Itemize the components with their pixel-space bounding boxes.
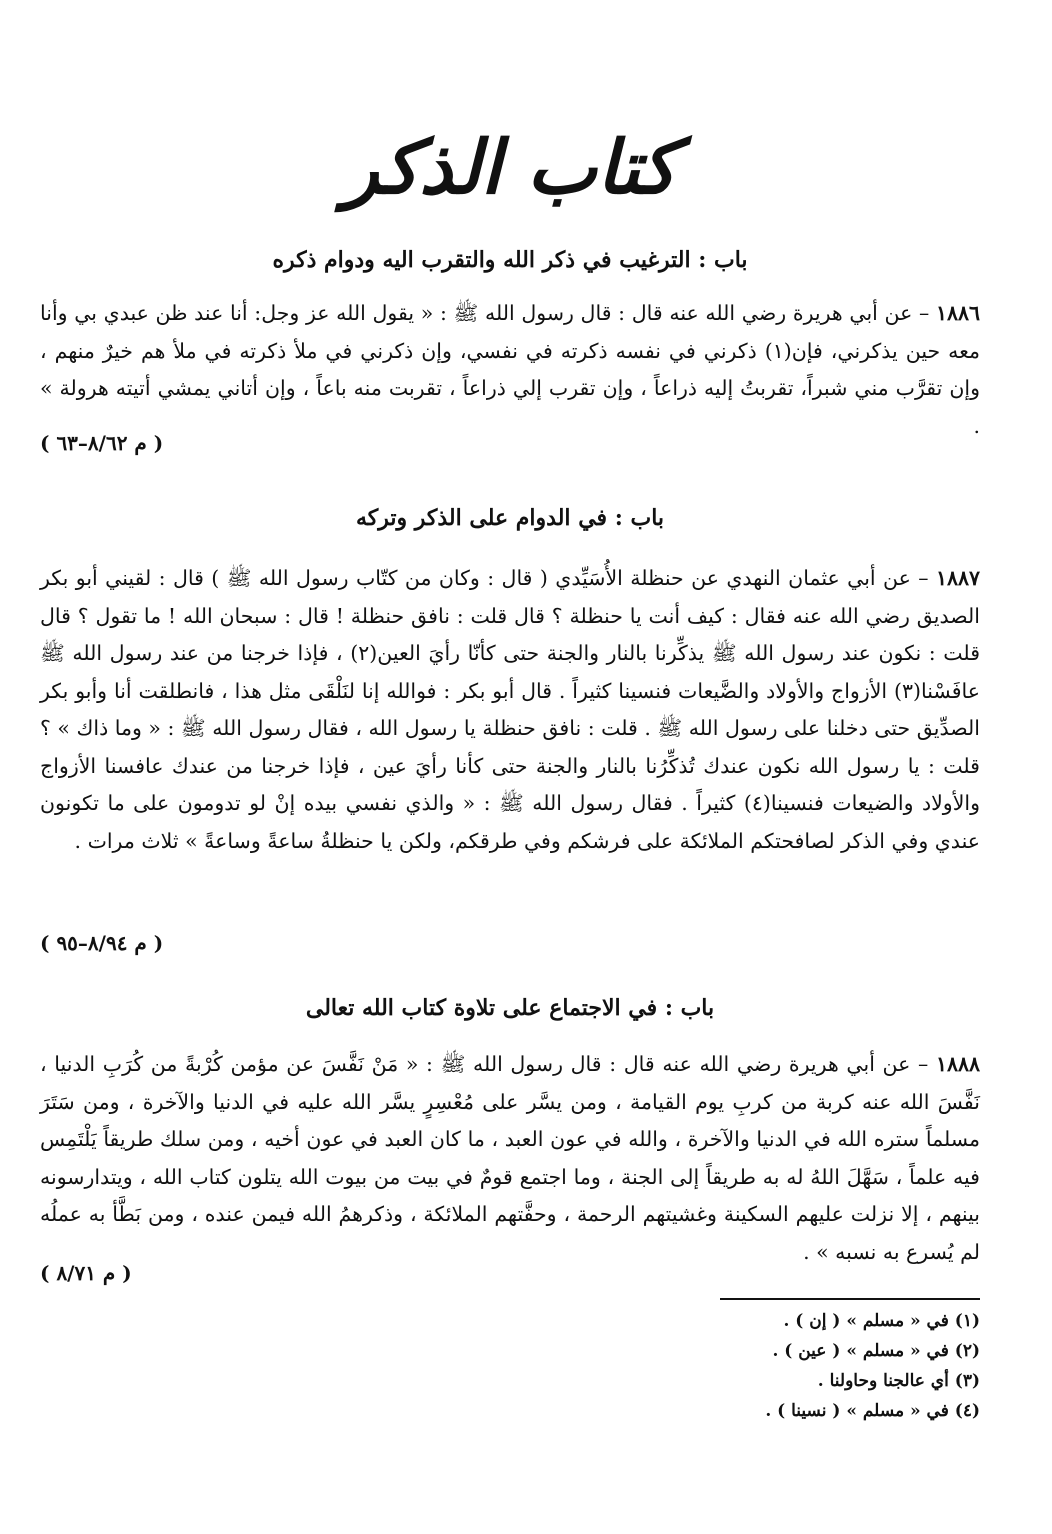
- footnote-item: (٣) أي عالجنا وحاولنا .: [817, 1371, 980, 1391]
- hadith-body: – عن أبي هريرة رضي الله عنه قال : قال رسول الله ﷺ : « مَنْ نَفَّسَ عن مؤمن كُرْبةً من كُرَبِ الدنيا ، نَفَّسَ الله عنه كربة من كربِ يوم القيامة ، ومن يسَّر على مُعْسِرٍ يسَّر الله عليه في الدنيا والآخرة ، ومن سَتَرَ مسلماً ستره الله في الدنيا والآخرة ، والله في عون العبد ، ما كان العبد في عون أخيه ، ومن سلك طريقاً يَلْتَمِس فيه علماً ، سَهَّلَ اللهُ له به طريقاً إلى الجنة ، وما اجتمع قومٌ في بيت من بيوت الله يتلون كتاب الله ، ويتدارسونه بينهم ، إلا نزلت عليهم السكينة وغشيتهم الرحمة ، وحفَّتهم الملائكة ، وذكرهمُ الله فيمن عنده ، ومن بَطَّأ به عملُه لم يُسرع به نسبه » .: [40, 1052, 980, 1264]
- footnote-item: (٤) في « مسلم » ( نسينا ) .: [765, 1401, 980, 1421]
- source-reference: ( م ٨/٦٢–٦٣ ): [40, 431, 164, 455]
- hadith-number: ١٨٨٦: [935, 301, 980, 325]
- chapter-heading: باب : الترغيب في ذكر الله والتقرب اليه ودوام ذكره: [272, 247, 748, 273]
- footnotes: [480, 1306, 980, 1426]
- source-reference: ( م ٨/٩٤–٩٥ ): [40, 931, 164, 955]
- footnote-item: (٢) في « مسلم » ( عين ) .: [772, 1341, 980, 1361]
- hadith-text: [40, 295, 980, 445]
- chapter-heading: باب : في الاجتماع على تلاوة كتاب الله تعالى: [305, 995, 715, 1021]
- hadith-text: [40, 560, 980, 860]
- hadith-number: ١٨٨٧: [935, 566, 980, 590]
- book-title: كتاب الذكر: [343, 125, 677, 211]
- footnote-divider: [720, 1298, 980, 1300]
- hadith-body: – عن أبي هريرة رضي الله عنه قال : قال رسول الله ﷺ : « يقول الله عز وجل: أنا عند ظن عبدي بي وأنا معه حين يذكرني، فإن(١) ذكرني في نفسه ذكرته في نفسي، وإن ذكرني في ملأ ذكرته في ملأ هم خيرٌ منهم ، وإن تقرَّب مني شبراً، تقربتُ إليه ذراعاً ، وإن تقرب إلي ذراعاً ، تقربت منه باعاً ، وإن أتاني يمشي أتيته هرولة » .: [40, 301, 980, 438]
- hadith-text: [40, 1046, 980, 1271]
- footnote-item: (١) في « مسلم » ( إن ) .: [783, 1311, 980, 1331]
- book-page: [40, 0, 980, 1534]
- chapter-heading: باب : في الدوام على الذكر وتركه: [355, 505, 665, 531]
- hadith-number: ١٨٨٨: [935, 1052, 980, 1076]
- hadith-body: – عن أبي عثمان النهدي عن حنظلة الأُسَيِّدي ( قال : وكان من كتّاب رسول الله ﷺ ) قال : لقيني أبو بكر الصديق رضي الله عنه فقال : كيف أنت يا حنظلة ؟ قال قلت : نافق حنظلة ! قال : سبحان الله ! ما تقول ؟ قال قلت : نكون عند رسول الله ﷺ يذكِّرنا بالنار والجنة حتى كأنّا رأيَ العين(٢) ، فإذا خرجنا من عند رسول الله ﷺ عافَسْنا(٣) الأزواج والأولاد والضَّيعات فنسينا كثيراً . قال أبو بكر : فوالله إنا لنَلْقَى مثل هذا ، فانطلقت أنا وأبو بكر الصدِّيق حتى دخلنا على رسول الله ﷺ . قلت : نافق حنظلة يا رسول الله ، فقال رسول الله ﷺ : « وما ذاك » ؟ قلت : يا رسول الله نكون عندك تُذكِّرُنا بالنار والجنة حتى كأنا رأيَ عين ، فإذا خرجنا من عندك عافسنا الأزواج والأولاد والضيعات فنسينا(٤) كثيراً . فقال رسول الله ﷺ : « والذي نفسي بيده إنْ لو تدومون على ما تكونون عندي وفي الذكر لصافحتكم الملائكة على فرشكم وفي طرقكم، ولكن يا حنظلةُ ساعةً وساعةً » ثلاث مرات .: [40, 566, 980, 853]
- source-reference: ( م ٨/٧١ ): [40, 1261, 132, 1285]
